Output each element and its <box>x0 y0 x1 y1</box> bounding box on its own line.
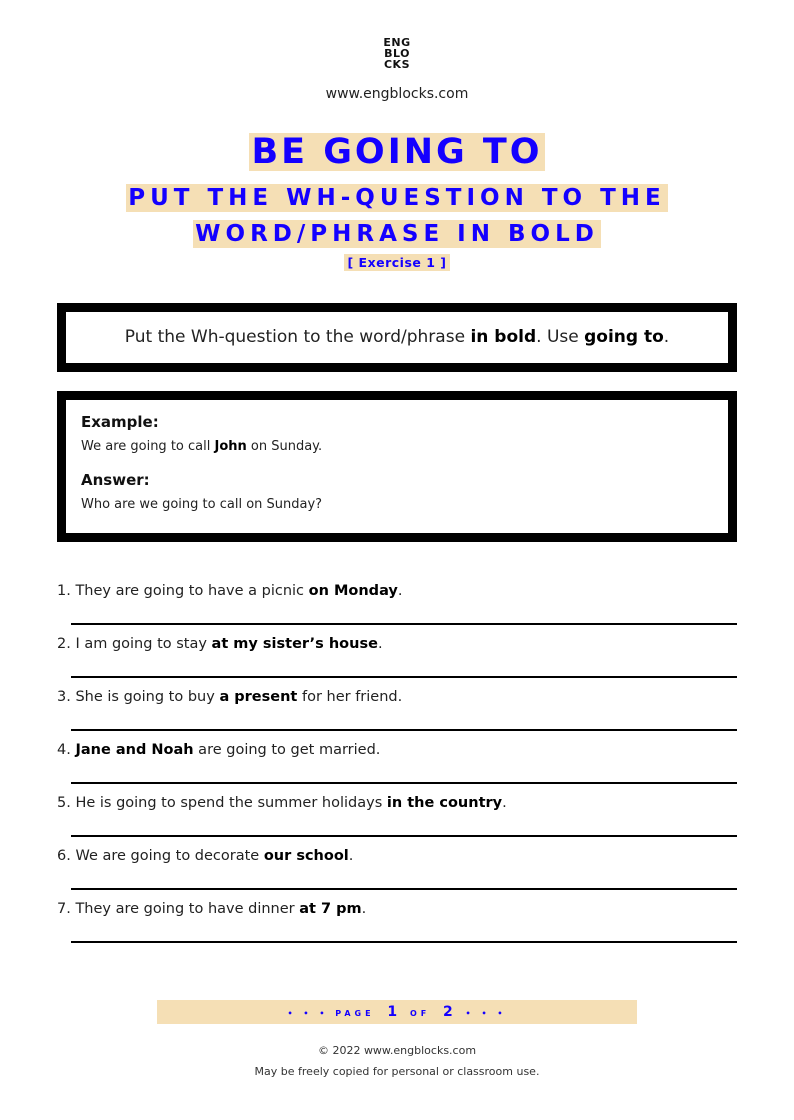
exercise-label-container <box>0 252 794 271</box>
answer-line-6[interactable] <box>71 888 737 890</box>
engblocks-logo <box>0 37 794 70</box>
question-bold: our school <box>263 848 349 864</box>
instruction-text: Put the Wh-question to the word/phrase <box>124 327 471 347</box>
answer-line-5[interactable] <box>71 835 737 837</box>
question-text-post: for her friend. <box>297 689 403 705</box>
question-2 <box>57 634 737 654</box>
of-word: OF <box>409 1009 431 1018</box>
question-text-pre: They are going to have a picnic <box>75 583 309 599</box>
website-url[interactable]: www.engblocks.com <box>325 86 469 102</box>
question-text-post: . <box>361 901 367 917</box>
question-number: 7. <box>57 901 76 917</box>
question-number: 1. <box>57 583 76 599</box>
question-number: 3. <box>57 689 76 705</box>
question-text-pre: I am going to stay <box>75 636 212 652</box>
question-text-post: . <box>502 795 507 811</box>
instruction-bold-2: going to <box>584 327 664 347</box>
question-bold: a present <box>219 689 298 705</box>
question-text-pre: She is going to buy <box>75 689 220 705</box>
page-indicator <box>157 1000 637 1024</box>
question-text-post: are going to get married. <box>193 742 381 758</box>
question-number: 6. <box>57 848 76 864</box>
dots-left: • • • <box>287 1009 329 1018</box>
answer-line-4[interactable] <box>71 782 737 784</box>
example-post: on Sunday. <box>246 439 323 454</box>
answer-line-3[interactable] <box>71 729 737 731</box>
example-sentence <box>81 438 713 456</box>
question-5 <box>57 793 737 813</box>
logo-line-2: BLO <box>384 47 410 60</box>
question-bold: at my sister’s house <box>211 636 378 652</box>
question-text-pre: We are going to decorate <box>75 848 264 864</box>
page-word: PAGE <box>335 1009 375 1018</box>
question-text-pre: He is going to spend the summer holidays <box>75 795 387 811</box>
title-container <box>0 133 794 171</box>
example-label: Example: <box>81 413 159 431</box>
answer-sentence: Who are we going to call on Sunday? <box>81 497 323 512</box>
question-text-post: . <box>377 636 383 652</box>
answer-line-7[interactable] <box>71 941 737 943</box>
question-text-pre: They are going to have dinner <box>75 901 300 917</box>
exercise-label: [ Exercise 1 ] <box>344 254 449 271</box>
instruction-text-3: . <box>663 327 670 347</box>
worksheet-title: BE GOING TO <box>251 132 543 172</box>
question-bold: at 7 pm <box>299 901 362 917</box>
question-number: 5. <box>57 795 76 811</box>
instruction-bold-1: in bold <box>470 327 537 347</box>
question-7 <box>57 899 737 919</box>
dots-right: • • • <box>465 1009 507 1018</box>
question-1 <box>57 581 737 601</box>
answer-line-1[interactable] <box>71 623 737 625</box>
example-box <box>57 391 737 542</box>
example-bold: John <box>214 439 247 454</box>
license-note: May be freely copied for personal or classroom use. <box>254 1065 540 1078</box>
question-bold: Jane and Noah <box>75 742 194 758</box>
answer-label: Answer: <box>81 471 150 489</box>
page-current: 1 <box>387 1004 398 1020</box>
logo-line-1: ENG <box>383 36 411 49</box>
logo-line-3: CKS <box>383 58 411 71</box>
worksheet-subtitle: PUT THE WH-QUESTION TO THE WORD/PHRASE IN BOLD <box>128 185 666 247</box>
instruction-box <box>57 303 737 372</box>
question-3 <box>57 687 737 707</box>
question-4 <box>57 740 737 760</box>
example-pre: We are going to call <box>81 439 215 454</box>
question-text-post: . <box>397 583 403 599</box>
subtitle-container <box>0 180 794 252</box>
question-number: 2. <box>57 636 76 652</box>
question-number: 4. <box>57 742 76 758</box>
question-bold: on Monday <box>308 583 398 599</box>
answer-line-2[interactable] <box>71 676 737 678</box>
question-bold: in the country <box>386 795 503 811</box>
question-text-post: . <box>348 848 354 864</box>
instruction-text-2: . Use <box>536 327 585 347</box>
page-total: 2 <box>443 1004 453 1020</box>
copyright: © 2022 www.engblocks.com <box>317 1044 477 1057</box>
question-6 <box>57 846 737 866</box>
